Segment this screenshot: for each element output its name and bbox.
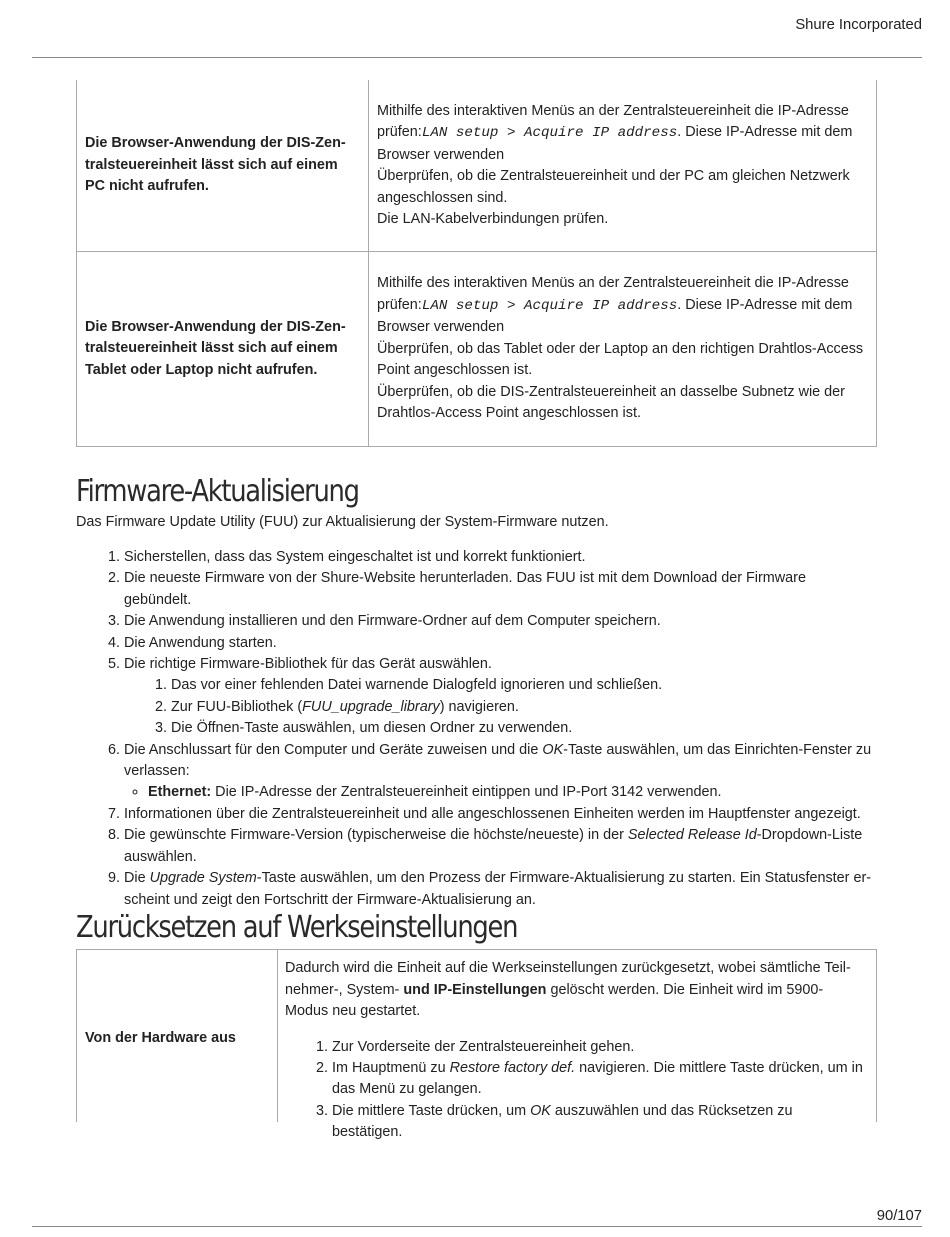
table-row	[77, 80, 877, 252]
firmware-steps	[76, 547, 877, 911]
list-item: 1. Zur Vorderseite der Zentralsteuereinheit gehen.	[332, 1037, 865, 1058]
reset-description	[285, 958, 865, 1023]
solution-text: Mithilfe des interaktiven Menüs an der Zentralsteuereinheit die IP-Adresse prüfen:	[377, 102, 849, 140]
menu-item-emphasis: Restore factory def.	[449, 1059, 576, 1076]
solution-text: Überprüfen, ob die DIS-Zentralsteuereinheit an dasselbe Subnetz wie der Drahtlos-Access Point angeschlossen ist.	[377, 383, 845, 422]
list-item: 4. Die Anwendung starten.	[124, 633, 877, 654]
ethernet-label: Ethernet:	[148, 784, 212, 801]
footer-rule	[32, 1226, 922, 1227]
header-company: Shure Incorporated	[795, 17, 922, 33]
list-item	[148, 782, 877, 803]
step-text: Im Hauptmenü zu	[332, 1059, 450, 1076]
solution-cell	[369, 80, 877, 252]
list-item	[332, 1101, 865, 1144]
release-id-emphasis: Selected Release Id	[627, 827, 757, 844]
page-content	[76, 80, 877, 1141]
reset-content-cell	[285, 958, 865, 1144]
ok-emphasis: OK	[530, 1102, 551, 1119]
list-item	[124, 740, 877, 804]
desc-text: Dadurch wird die Einheit auf die Werkseinstellungen zurückgesetzt, wobei sämtliche Teilnehmer-, System-	[285, 960, 851, 998]
ethernet-text: Die IP-Adresse der Zentralsteuereinheit eintippen und IP-Port 3142 verwenden.	[211, 784, 722, 801]
step-text: Die mittlere Taste drücken, um	[332, 1102, 531, 1119]
reset-steps	[285, 1037, 865, 1144]
library-name: FUU_upgrade_library	[302, 698, 440, 715]
list-item	[124, 825, 877, 868]
step-text: -Taste auswählen, um den Prozess der Firmware-Aktualisierung zu starten. Ein Statusfenster erscheint und zeigt den Fortschritt der Firmware-Aktualisierung an.	[124, 870, 872, 908]
solution-text: Mithilfe des interaktiven Menüs an der Zentralsteuereinheit die IP-Adresse prüfen:	[377, 275, 849, 313]
step-text: Zur FUU-Bibliothek (	[171, 698, 303, 715]
solution-text: Die LAN-Kabelverbindungen prüfen.	[377, 211, 609, 227]
ok-emphasis: OK	[542, 741, 564, 758]
list-item: 3. Die Anwendung installieren und den Firmware-Ordner auf dem Computer speichern.	[124, 611, 877, 632]
section-heading-firmware: Firmware-Aktualisierung	[76, 474, 359, 509]
page-number: 90/107	[876, 1208, 922, 1224]
desc-text: gelöscht werden. Die Einheit wird im 5900-Modus neu gestartet.	[285, 981, 824, 1019]
step-text: auszuwählen und das Rücksetzen zu bestätigen.	[332, 1102, 793, 1141]
problem-cell: Die Browser-Anwendung der DIS-Zentralsteuereinheit lässt sich auf einem Tablet oder Laptop nicht aufrufen.	[77, 252, 369, 447]
list-item	[171, 697, 877, 718]
reset-table	[76, 949, 877, 1141]
step-text: Die	[124, 870, 150, 887]
step-text: ) navigieren.	[439, 698, 519, 715]
connection-types	[124, 782, 877, 803]
menu-path: LAN setup > Acquire IP address	[421, 125, 678, 141]
list-item: 1. Sicherstellen, dass das System eingeschaltet ist und korrekt funktioniert.	[124, 547, 877, 568]
step-text: -Dropdown-Liste auswählen.	[124, 827, 863, 865]
firmware-substeps	[124, 675, 877, 739]
list-item	[124, 654, 877, 740]
firmware-intro: Das Firmware Update Utility (FUU) zur Aktualisierung der System-Firmware nutzen.	[76, 514, 609, 530]
table-row	[77, 252, 877, 447]
problem-cell: Die Browser-Anwendung der DIS-Zentralsteuereinheit lässt sich auf einem PC nicht aufrufen.	[77, 80, 369, 252]
upgrade-system-emphasis: Upgrade System	[149, 870, 257, 887]
solution-cell	[369, 252, 877, 447]
step-text: Die richtige Firmware-Bibliothek für das Gerät auswählen.	[124, 656, 492, 673]
step-text: -Taste auswählen, um das Einrichten-Fenster zu verlassen:	[124, 741, 872, 780]
list-item: 7. Informationen über die Zentralsteuereinheit und alle angeschlossenen Einheiten werden im Hauptfenster angezeigt.	[124, 804, 877, 825]
step-text: Die gewünschte Firmware-Version (typischerweise die höchste/neueste) in der	[124, 827, 628, 844]
menu-path: LAN setup > Acquire IP address	[421, 297, 678, 314]
list-item: 1. Das vor einer fehlenden Datei warnende Dialogfeld ignorieren und schließen.	[171, 675, 877, 696]
section-heading-reset: Zurücksetzen auf Werkseinstellungen	[76, 910, 518, 945]
list-item: 2. Die neueste Firmware von der Shure-Website herunterladen. Das FUU ist mit dem Download der Firmware gebündelt.	[124, 568, 877, 611]
list-item: 3. Die Öffnen-Taste auswählen, um diesen Ordner zu verwenden.	[171, 718, 877, 739]
solution-text: . Diese IP-Adresse mit dem Browser verwenden	[377, 124, 853, 163]
list-item	[332, 1058, 865, 1101]
step-text: Die Anschlussart für den Computer und Geräte zuweisen und die	[124, 741, 543, 758]
solution-text: . Diese IP-Adresse mit dem Browser verwenden	[377, 296, 853, 336]
troubleshooting-table	[76, 80, 877, 447]
desc-bold: und IP-Einstellungen	[403, 981, 547, 998]
list-item	[124, 868, 877, 911]
header-rule	[32, 57, 922, 58]
step-text: navigieren. Die mittlere Taste drücken, um in das Menü zu gelangen.	[332, 1059, 863, 1098]
solution-text: Überprüfen, ob das Tablet oder der Laptop an den richtigen Drahtlos-Access Point angeschlossen ist.	[377, 340, 864, 379]
reset-label-cell	[77, 950, 278, 1122]
reset-row-label: Von der Hardware aus	[85, 1030, 236, 1046]
solution-text: Überprüfen, ob die Zentralsteuereinheit und der PC am gleichen Netzwerk angeschlossen sind.	[377, 168, 850, 206]
